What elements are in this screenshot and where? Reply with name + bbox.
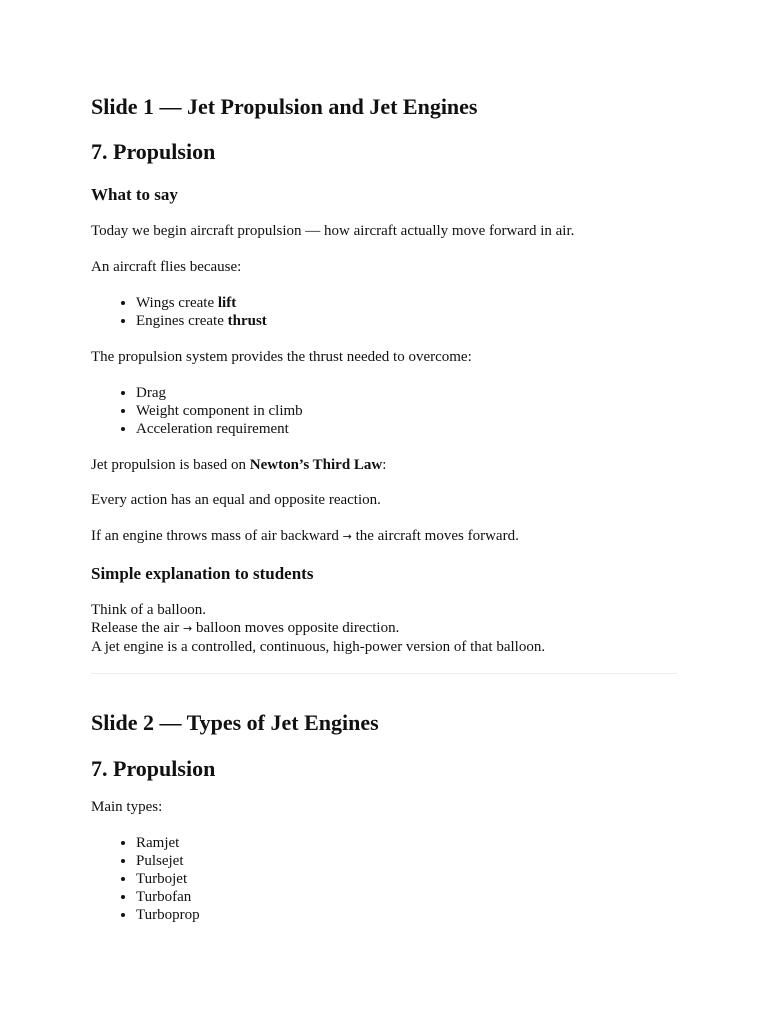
list-item-bold: thrust (227, 313, 267, 329)
flies-because-paragraph: An aircraft flies because: (91, 259, 242, 275)
list-item-text: Engines create (136, 313, 228, 329)
list-item: • Turbojet (136, 870, 677, 888)
every-action-paragraph: Every action has an equal and opposite reaction. (91, 492, 381, 508)
list-item: • Weight component in climb (136, 402, 677, 420)
what-to-say-heading: What to say (91, 185, 178, 204)
slide2-section-heading: 7. Propulsion (91, 756, 216, 781)
slide1-section-heading: 7. Propulsion (91, 139, 216, 164)
intro-paragraph: Today we begin aircraft propulsion — how aircraft actually move forward in air. (91, 223, 575, 239)
list-item: • Turboprop (136, 906, 677, 924)
slide-divider (91, 673, 677, 674)
list-item (136, 294, 677, 312)
list-item-text: Wings create (136, 295, 218, 311)
newton-law-bold: Newton’s Third Law (249, 457, 383, 473)
engine-line-start: If an engine throws mass of air backward (91, 528, 343, 544)
overcome-list (91, 384, 677, 438)
balloon-line-2-end: balloon moves opposite direction. (192, 620, 400, 636)
newton-suffix: : (382, 457, 387, 473)
right-arrow-icon: → (183, 622, 193, 635)
right-arrow-icon: → (342, 530, 352, 543)
engine-line-end: the aircraft moves forward. (351, 528, 519, 544)
balloon-line-2-start: Release the air (91, 620, 184, 636)
balloon-line-3: A jet engine is a controlled, continuous, high-power version of that balloon. (91, 639, 546, 655)
balloon-paragraph (91, 601, 677, 656)
slide2-title: Slide 2 — Types of Jet Engines (91, 710, 379, 735)
list-item: • Ramjet (136, 834, 677, 852)
list-item-bold: lift (217, 295, 237, 311)
list-item: • Turbofan (136, 888, 677, 906)
lift-thrust-list (91, 294, 677, 330)
list-item: • Pulsejet (136, 852, 677, 870)
main-types-paragraph: Main types: (91, 799, 163, 815)
slide1-title: Slide 1 — Jet Propulsion and Jet Engines (91, 94, 478, 119)
balloon-line-1: Think of a balloon. (91, 602, 206, 618)
newton-prefix: Jet propulsion is based on (91, 457, 250, 473)
newton-paragraph (91, 456, 677, 474)
balloon-line-2 (91, 619, 677, 638)
overcome-paragraph: The propulsion system provides the thrust needed to overcome: (91, 349, 472, 365)
simple-explanation-heading: Simple explanation to students (91, 564, 314, 583)
list-item: • Drag (136, 384, 677, 402)
document-page (91, 92, 677, 924)
list-item: • Acceleration requirement (136, 420, 677, 438)
engine-types-list (91, 834, 677, 924)
list-item (136, 312, 677, 330)
engine-throws-paragraph (91, 527, 677, 546)
